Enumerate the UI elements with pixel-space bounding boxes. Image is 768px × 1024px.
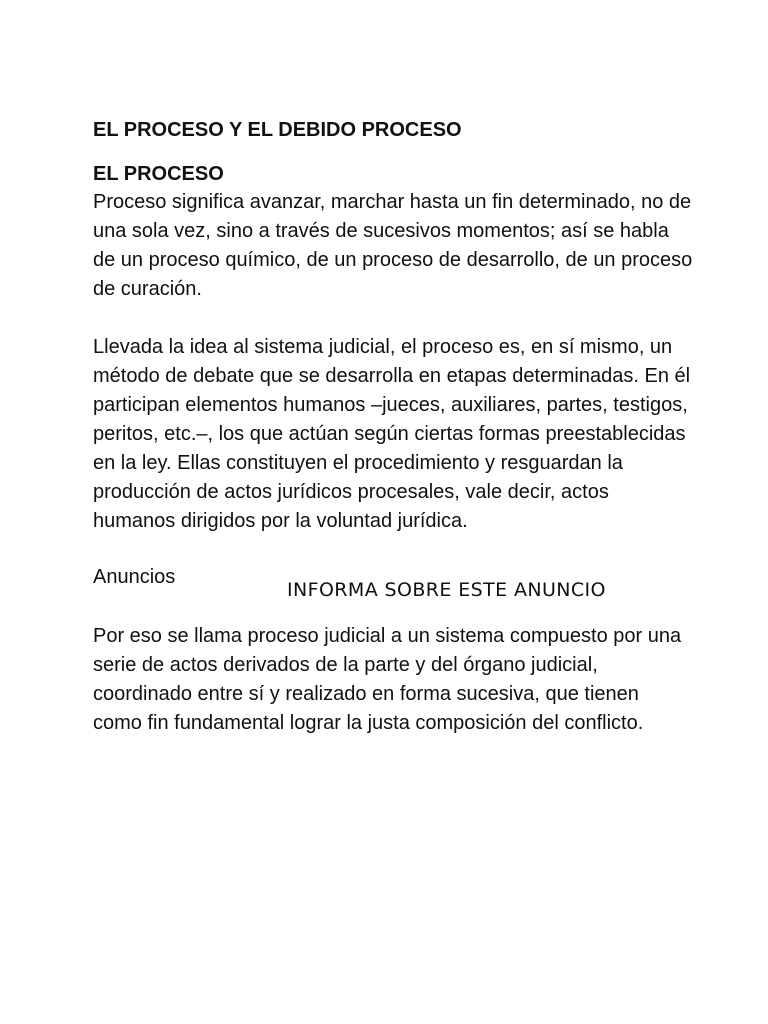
report-ad-link[interactable]: INFORMA SOBRE ESTE ANUNCIO <box>287 579 606 601</box>
ad-slot <box>93 562 693 622</box>
paragraph-2: Llevada la idea al sistema judicial, el proceso es, en sí mismo, un método de debate que se desarrolla en etapas determinadas. En él participan elementos humanos –jueces, auxiliares, partes, testigos, peritos, etc.–, los que actúan según ciertas formas preestablecidas en la ley. Ellas constituyen el procedimiento y resguardan la producción de actos jurídicos procesales, vale decir, actos humanos dirigidos por la voluntad jurídica. <box>93 336 691 532</box>
section-heading: EL PROCESO <box>93 163 224 185</box>
document-title: EL PROCESO Y EL DEBIDO PROCESO <box>93 119 462 141</box>
ads-label: Anuncios <box>93 566 176 588</box>
paragraph-3: Por eso se llama proceso judicial a un sistema compuesto por una serie de actos derivados de la parte y del órgano judicial, coordinado entre sí y realizado en forma sucesiva, que tienen como fin fundamental lograr la justa composición del conflicto. <box>93 625 682 734</box>
paragraph-1: Proceso significa avanzar, marchar hasta un fin determinado, no de una sola vez, sino a través de sucesivos momentos; así se habla de un proceso químico, de un proceso de desarrollo, de un proceso de curación. <box>93 191 693 300</box>
document-page <box>93 116 693 738</box>
